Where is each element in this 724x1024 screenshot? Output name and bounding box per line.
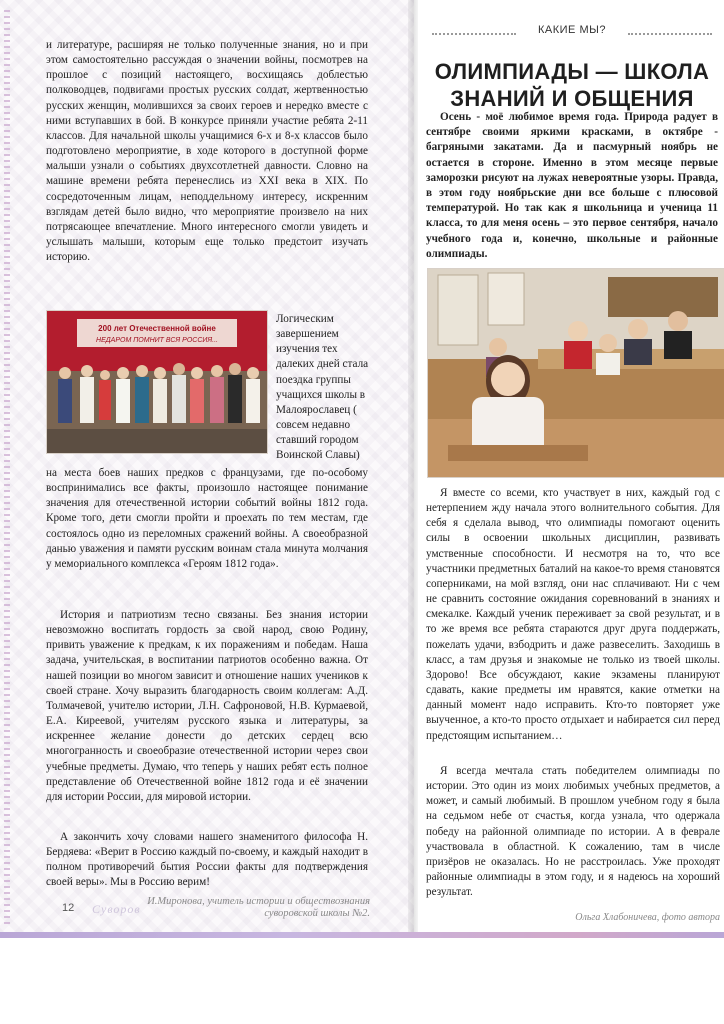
left-paragraph-4: А закончить хочу словами нашего знаменитого философа Н. Бердяева: «Верит в Россию каждый по-своему, и каждый находит в полном противоречий бытия России факты для подтверждения своей веры». Мы в Россию верим!: [46, 831, 368, 889]
right-paragraph-2: Я всегда мечтала стать победителем олимпиады по истории. Это один из моих любимых учебных предметов, а может, и самый любимый. В прошлом учебном году я была на седьмом небе от счастья, когда узнала, что одержала победу на районной олимпиаде по истории. А в феврале участвовала в областной. К сожалению, там в числе призёров не оказалась. Но не расстроилась. Уже проходят районные олимпиады в этом году, и я надеюсь на хороший результат.: [426, 765, 720, 899]
left-paragraph-2: на места боев наших предков с французами, где по-особому воспринимались все факты, произошло настоящее понимание значения для отечественной истории событий войны 1812 года. Кроме того, дети смогли пройти и проехать по тем местам, где состоялось одно из переломных сражений войны. А своеобразной данью уважения и памяти русским воинам стала минута молчания у мемориального комплекса «Героям 1812 года».: [46, 467, 368, 570]
bottom-margin: [0, 932, 724, 1024]
right-author-signature: Ольга Хлабоничева, фото автора: [575, 912, 720, 923]
school-trip-group-photo: [46, 310, 268, 454]
svg-text:НЕДАРОМ ПОМНИТ ВСЯ РОССИЯ...: НЕДАРОМ ПОМНИТ ВСЯ РОССИЯ...: [96, 337, 218, 344]
left-author-signature: И.Миронова, учитель истории и обществознания суворовской школы №2.: [147, 896, 370, 919]
classroom-photo-illustration: [428, 269, 724, 477]
group-photo-illustration: [47, 311, 267, 453]
svg-text:200 лет Отечественной войне: 200 лет Отечественной войне: [98, 324, 216, 333]
olympiad-classroom-photo: [427, 268, 724, 478]
section-label: КАКИЕ МЫ?: [538, 24, 606, 36]
right-paragraph-1: Я вместе со всеми, кто участвует в них, каждый год с нетерпением жду начала этого волнительного события. Для себя я сделала вывод, что олимпиады помогают оценить силы в освоении школьных дисциплин, развивать умственные способности. И несмотря на то, что все участники предметных баталий на какое-то время становятся соперниками, на мой взгляд, они нас сплачивают. Ни с чем не сравнить состояние ожидания соревнований в знаниях и смекалке. Каждый ученик переживает за свой результат, и в то же время все ребята стараются друг друга поддержать, пожелать удачи, взбодрить и даже развеселить. Заходишь в класс, а там друзья и знакомые не только из твоей школы. Здорово! Все обсуждают, какие экзамены планируют сдавать, какие предметы им нравятся, какие отметки на данный момент надо исправить. Кто-то повторяет уже выученное, а кто-то просто отдыхает и набирается сил перед предстоящим испытанием…: [426, 487, 720, 742]
magazine-watermark: Суворов: [92, 902, 141, 916]
left-edge-decoration: [4, 10, 10, 926]
article-lead: Осень - моё любимое время года. Природа радует в сентябре своими яркими красками, в октябре - багряными закатами. Да и пасмурный ноябрь не остается в стороне. Именно в этом месяце первые заморозки рисуют на лужах невероятные узоры. Правда, в этом году ноябрьские дни все больше с плюсовой температурой. Но так как я школьница и ученица 11 класса, то для меня осень – это первое сентября, начало учебного года и, конечно, школьные и районные олимпиады.: [426, 111, 718, 260]
left-paragraph-1: и литературе, расширяя не только полученные знания, но и при этом самостоятельно рассуждая о значении войны, посмотрев на прошлое с позиций настоящего, восхищаясь доблестью полководцев, подвигами простых русских солдат, жертвенностью русских женщин, молившихся за своих героев и нередко вместе с ними вступавших в бой. В конкурсе приняли участие ребята 2-11 классов. Для начальной школы учащимися 6-х и 8-х классов было подготовлено мероприятие, в ходе которого в доступной форме малыши узнали о событиях двухсотлетней давности. Словно на машине времени ребята перенеслись из XXI века в XIX. По сосредоточенным лицам, неподдельному интересу, искренним взглядам детей было видно, что мероприятие произвело на них потрясающее впечатление. Много интересного смогли увидеть и услышать малыши, которым еще только предстоит изучать историю.: [46, 39, 368, 264]
left-paragraph-3: История и патриотизм тесно связаны. Без знания истории невозможно воспитать гордость за свой народ, свою Родину, привить уважение к предкам, к их поражениям и победам. Наша задача, учительская, в воспитании патриотов особенно важна. От нашей позиции во многом зависит и отношение наших учеников к своей стране. Хочу выразить благодарность своим коллегам: А.Д. Толмачевой, учителю истории, Л.Н. Сафроновой, Н.В. Курмаевой, Е.А. Киреевой, учителям русского языка и литературы, за искреннее желание донести до детских сердец всю многогранность и своеобразие отечественной истории через свои учебные предметы. Думаю, что теперь у наших ребят есть полное представление об Отечественной войне 1812 года и её значении для истории России, для мировой истории.: [46, 609, 368, 803]
bottom-stripe: [0, 932, 724, 938]
page-number: 12: [62, 902, 75, 914]
article-headline: ОЛИМПИАДЫ — ШКОЛА ЗНАНИЙ И ОБЩЕНИЯ: [434, 59, 710, 111]
left-paragraph-beside-photo: Логическим завершением изучения тех далеких дней стала поездка группы учащихся школы в Малоярославец ( совсем недавно ставший городом Воинской Славы): [276, 313, 369, 462]
page-spine: [408, 0, 418, 936]
